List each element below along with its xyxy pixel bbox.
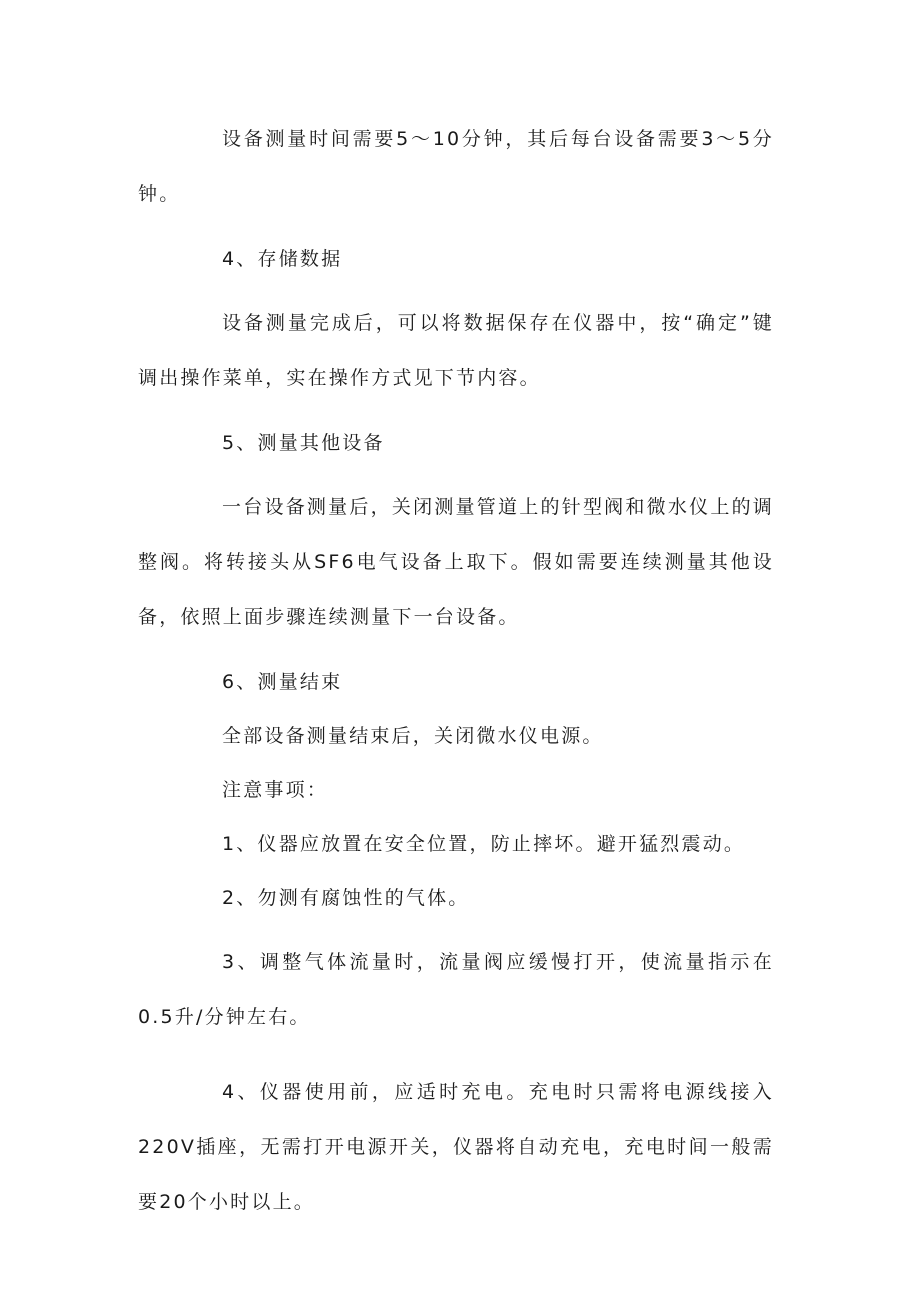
note-item-2: 2、勿测有腐蚀性的气体。 (222, 887, 470, 909)
notes-heading: 注意事项： (222, 779, 329, 801)
note-item-3: 3、调整气体流量时，流量阀应缓慢打开，使流量指示在0.5升/分钟左右。 (138, 951, 774, 1028)
section-heading-store-data: 4、存储数据 (222, 248, 343, 270)
document-body (138, 112, 774, 1250)
section-heading-measure-other: 5、测量其他设备 (222, 432, 385, 454)
paragraph-store-data: 设备测量完成后，可以将数据保存在仪器中，按“确定”键调出操作菜单，实在操作方式见下节内容。 (138, 312, 774, 389)
paragraph-measure-other: 一台设备测量后，关闭测量管道上的针型阀和微水仪上的调整阀。将转接头从SF6电气设备上取下。假如需要连续测量其他设备，依照上面步骤连续测量下一台设备。 (138, 496, 774, 628)
section-heading-measure-end: 6、测量结束 (222, 671, 343, 693)
note-item-1: 1、仪器应放置在安全位置，防止摔坏。避开猛烈震动。 (222, 833, 746, 855)
note-item-4: 4、仪器使用前，应适时充电。充电时只需将电源线接入220V插座，无需打开电源开关，仪器将自动充电，充电时间一般需要20个小时以上。 (138, 1081, 774, 1213)
paragraph-measure-time: 设备测量时间需要5～10分钟，其后每台设备需要3～5分钟。 (138, 128, 774, 205)
paragraph-measure-end: 全部设备测量结束后，关闭微水仪电源。 (222, 725, 604, 747)
